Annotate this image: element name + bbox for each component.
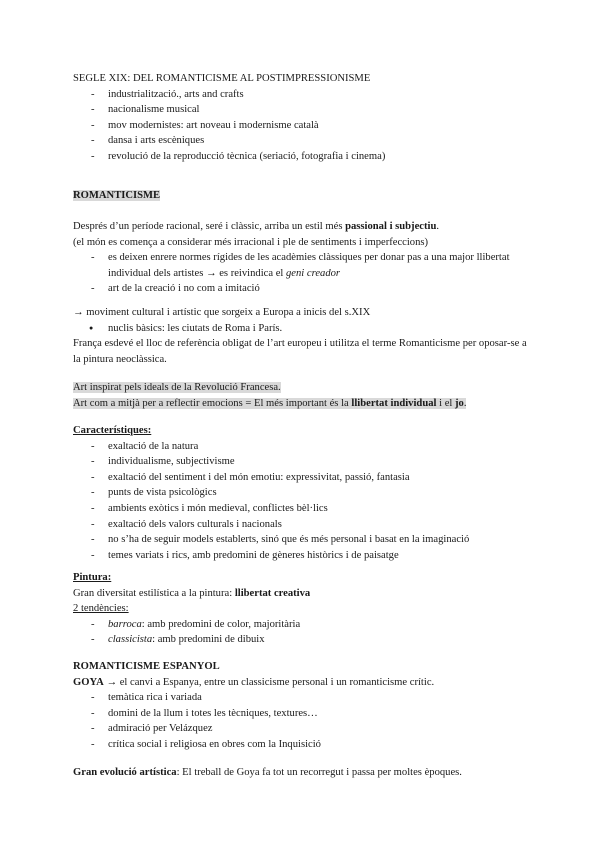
paragraph: (el món es comença a considerar més irracional i ple de sentiments i imperfeccions) [73, 236, 429, 248]
paragraph [73, 380, 533, 396]
list-item: - exaltació dels valors culturals i nacionals [73, 517, 533, 533]
paragraph [73, 675, 533, 691]
text: es deixen enrere normes rígides de les acadèmies clàssiques per donar pas a una major llibertat individual dels artistes → es reivindica el [108, 252, 510, 279]
list-item: - individualisme, subjectivisme [73, 454, 533, 470]
pintura-heading: Pintura: [73, 572, 112, 583]
caracteristiques-heading: Característiques: [73, 425, 152, 436]
caracteristiques-list [73, 439, 533, 564]
list-item: - revolució de la reproducció tècnica (seriació, fotografia i cinema) [73, 149, 533, 165]
paragraph: → moviment cultural i artístic que sorgeix a Europa a inicis del s.XIX [73, 307, 371, 318]
list-item: - dansa i arts escèniques [73, 133, 533, 149]
tendencies-label: 2 tendències: [73, 603, 129, 615]
highlight-text: Art inspirat pels ideals de la Revolució Francesa. [73, 382, 281, 393]
text: . [436, 221, 440, 232]
moviment-list [73, 321, 533, 337]
bold-text: llibertat individual [351, 397, 437, 409]
text: : amb predomini de color, majoritària [141, 618, 301, 630]
italic-text: barroca [108, 618, 142, 630]
italic-text: geni creador [286, 267, 341, 279]
bold-text: jo [455, 397, 464, 409]
list-item: - domini de la llum i totes les tècniques, textures… [73, 706, 533, 722]
highlight-line [73, 398, 466, 409]
bold-text: GOYA [73, 676, 104, 688]
bold-text: llibertat creativa [234, 587, 311, 599]
list-item: - exaltació del sentiment i del món emotiu: expressivitat, passió, fantasia [73, 470, 533, 486]
moviment-section [73, 305, 533, 367]
text: i el [436, 397, 455, 409]
list-item [73, 250, 533, 281]
bold-text: Gran evolució artística [73, 767, 177, 778]
caracteristiques-section [73, 423, 533, 563]
espanyol-heading: ROMANTICISME ESPANYOL [73, 661, 220, 672]
list-item: - mov modernistes: art noveau i modernisme català [73, 118, 533, 134]
list-item [73, 617, 533, 633]
paragraph: França esdevé el lloc de referència obligat de l’art europeu i utilitza el terme Romanticisme per oposar-se a la pintura neoclàssica. [73, 338, 527, 365]
art-section [73, 380, 533, 411]
list-item: - exaltació de la natura [73, 439, 533, 455]
section-title: SEGLE XIX: DEL ROMANTICISME AL POSTIMPRESSIONISME [73, 73, 371, 84]
final-section [73, 765, 533, 781]
list-item: - ambients exòtics i món medieval, conflictes bèl·lics [73, 501, 533, 517]
list-item: - no s’ha de seguir models establerts, sinó que és més personal i basat en la imaginació [73, 532, 533, 548]
italic-text: classicista [108, 634, 153, 646]
list-item: - punts de vista psicològics [73, 485, 533, 501]
list-item: - admiració per Velázquez [73, 721, 533, 737]
text: : El treball de Goya fa tot un recorregut i passa per moltes èpoques. [176, 767, 462, 778]
text: : amb predomini de dibuix [152, 634, 265, 646]
paragraph [73, 765, 533, 781]
intro-section [73, 71, 533, 165]
espanyol-section [73, 659, 533, 753]
romanticisme-section [73, 219, 533, 297]
text: → el canvi a Espanya, entre un classicisme personal i un romanticisme crític. [103, 676, 435, 688]
text: Gran diversitat estilística a la pintura: [73, 587, 235, 599]
bold-text: passional i subjectiu [345, 221, 437, 232]
list-item: - nacionalisme musical [73, 102, 533, 118]
paragraph [73, 396, 533, 412]
list-item: - art de la creació i no com a imitació [73, 281, 533, 297]
romanticisme-heading: ROMANTICISME [73, 190, 161, 201]
romanticisme-list [73, 250, 533, 297]
paragraph [73, 586, 533, 602]
paragraph [73, 219, 533, 235]
pintura-section [73, 570, 533, 648]
list-item: - temàtica rica i variada [73, 690, 533, 706]
list-item: - temes variats i rics, amb predomini de gèneres històrics i de paisatge [73, 548, 533, 564]
text: Art com a mitjà per a reflectir emocions = El més important és la [73, 397, 352, 409]
list-item [73, 632, 533, 648]
espanyol-list [73, 690, 533, 752]
list-item: - industrialització., arts and crafts [73, 87, 533, 103]
text: . [463, 397, 467, 409]
list-item: ● nuclis bàsics: les ciutats de Roma i París. [73, 321, 533, 337]
intro-list [73, 87, 533, 165]
text: Després d’un període racional, seré i clàssic, arriba un estil més [73, 221, 346, 232]
romanticisme-heading-block [73, 188, 533, 204]
tendencies-list [73, 617, 533, 648]
list-item: - crítica social i religiosa en obres com la Inquisició [73, 737, 533, 753]
